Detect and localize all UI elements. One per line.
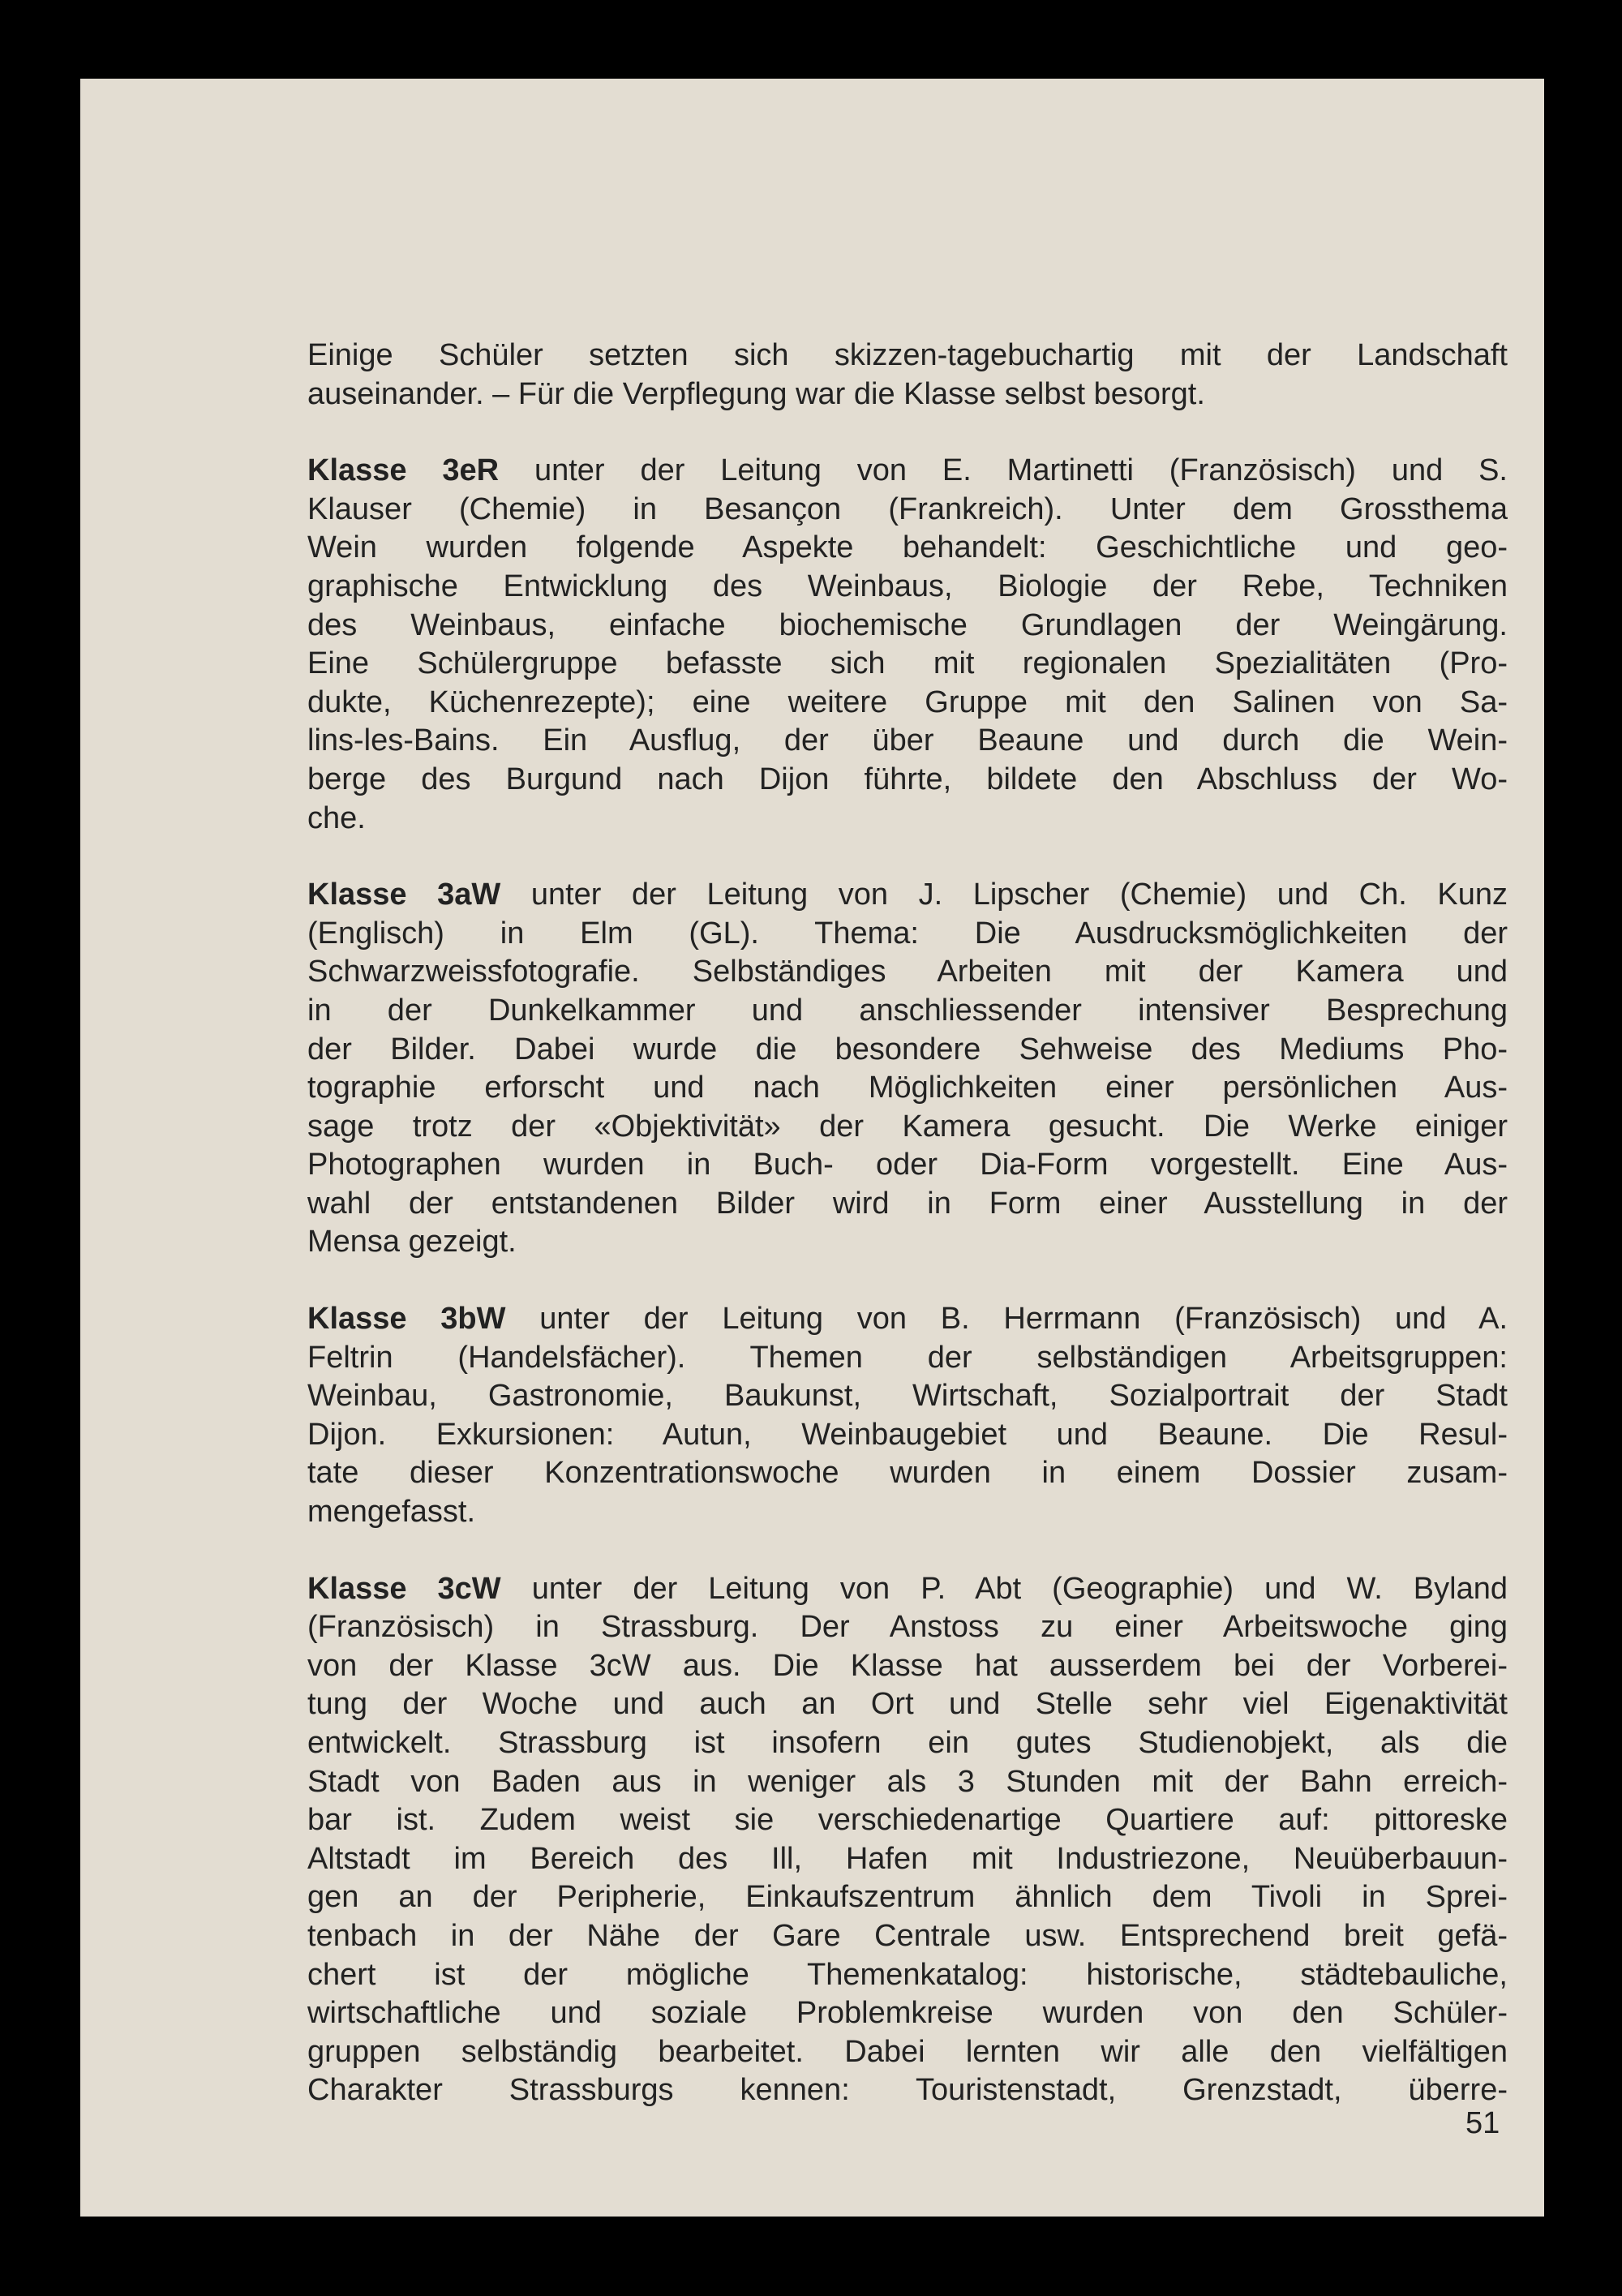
line-text: bar ist. Zudem weist sie verschiedenartige Quartiere auf: pittoreske xyxy=(307,1803,1508,1838)
line-text: der Bilder. Dabei wurde die besondere Sehweise des Mediums Pho- xyxy=(307,1032,1508,1066)
line-text: mengefasst. xyxy=(307,1495,475,1530)
line-text: Photographen wurden in Buch- oder Dia-Form vorgestellt. Eine Aus- xyxy=(307,1148,1508,1182)
paragraph-klasse-3bw xyxy=(307,1300,1508,1532)
text-line xyxy=(307,876,1508,915)
line-text: dukte, Küchenrezepte); eine weitere Gruppe mit den Salinen von Sa- xyxy=(307,685,1508,719)
line-text: tate dieser Konzentrationswoche wurden in einem Dossier zusam- xyxy=(307,1456,1508,1491)
text-line xyxy=(307,568,1508,607)
text-line xyxy=(307,1647,1508,1686)
text-line xyxy=(307,645,1508,684)
text-line xyxy=(307,1917,1508,1956)
line-text: Stadt von Baden aus in weniger als 3 Stunden mit der Bahn erreich- xyxy=(307,1764,1508,1799)
text-line xyxy=(307,953,1508,992)
text-line xyxy=(307,915,1508,954)
text-line xyxy=(307,2071,1508,2110)
text-line xyxy=(307,452,1508,491)
line-text: Dijon. Exkursionen: Autun, Weinbaugebiet und Beaune. Die Resul- xyxy=(307,1417,1508,1452)
line-text: Schwarzweissfotografie. Selbständiges Arbeiten mit der Kamera und xyxy=(307,955,1508,989)
text-line xyxy=(307,1069,1508,1108)
line-text: Feltrin (Handelsfächer). Themen der selbständigen Arbeitsgruppen: xyxy=(307,1340,1508,1375)
line-text: unter der Leitung von J. Lipscher (Chemie) und Ch. Kunz xyxy=(500,878,1508,912)
line-text: des Weinbaus, einfache biochemische Grundlagen der Weingärung. xyxy=(307,607,1508,642)
line-text: Einige Schüler setzten sich skizzen-tagebuchartig mit der Landschaft xyxy=(307,338,1508,372)
text-line xyxy=(307,1840,1508,1879)
text-line xyxy=(307,800,1508,839)
line-text: in der Dunkelkammer und anschliessender intensiver Besprechung xyxy=(307,993,1508,1028)
text-line xyxy=(307,607,1508,646)
paragraph-klasse-3aw xyxy=(307,876,1508,1262)
text-line xyxy=(307,1570,1508,1609)
text-line xyxy=(307,1185,1508,1224)
line-text: graphische Entwicklung des Weinbaus, Biologie der Rebe, Techniken xyxy=(307,569,1508,603)
line-text: von der Klasse 3cW aus. Die Klasse hat ausserdem bei der Vorberei- xyxy=(307,1648,1508,1683)
text-line xyxy=(307,1339,1508,1378)
paragraph-klasse-3cw xyxy=(307,1570,1508,2110)
text-line xyxy=(307,1223,1508,1262)
line-text: wahl der entstandenen Bilder wird in Form einer Ausstellung in der xyxy=(307,1186,1508,1221)
intro-paragraph xyxy=(307,337,1508,414)
line-text: berge des Burgund nach Dijon führte, bildete den Abschluss der Wo- xyxy=(307,762,1508,796)
line-text: unter der Leitung von E. Martinetti (Französisch) und S. xyxy=(499,453,1508,488)
line-text: tenbach in der Nähe der Gare Centrale usw. Entsprechend breit gefä- xyxy=(307,1918,1508,1953)
paragraph-klasse-3er xyxy=(307,452,1508,838)
text-line xyxy=(307,684,1508,723)
line-text: Wein wurden folgende Aspekte behandelt: Geschichtliche und geo- xyxy=(307,530,1508,565)
text-line xyxy=(307,1685,1508,1724)
text-line xyxy=(307,1031,1508,1070)
text-line xyxy=(307,722,1508,761)
text-line xyxy=(307,1146,1508,1185)
line-text: Charakter Strassburgs kennen: Touristenstadt, Grenzstadt, überre- xyxy=(307,2073,1508,2108)
class-label: Klasse 3eR xyxy=(307,453,500,488)
page-number: 51 xyxy=(1465,2106,1500,2140)
line-text: unter der Leitung von P. Abt (Geographie) und W. Byland xyxy=(500,1571,1508,1606)
text-line xyxy=(307,1416,1508,1455)
line-text: Klauser (Chemie) in Besançon (Frankreich). Unter dem Grossthema xyxy=(307,491,1508,526)
line-text: Eine Schülergruppe befasste sich mit regionalen Spezialitäten (Pro- xyxy=(307,646,1508,681)
class-label: Klasse 3aW xyxy=(307,878,501,912)
text-line xyxy=(307,376,1508,414)
line-text: entwickelt. Strassburg ist insofern ein gutes Studienobjekt, als die xyxy=(307,1726,1508,1760)
text-line xyxy=(307,337,1508,376)
text-line xyxy=(307,1956,1508,1995)
line-text: wirtschaftliche und soziale Problemkreise wurden von den Schüler- xyxy=(307,1996,1508,2031)
line-text: unter der Leitung von B. Herrmann (Französisch) und A. xyxy=(505,1302,1508,1337)
text-line xyxy=(307,1454,1508,1493)
line-text: chert ist der mögliche Themenkatalog: historische, städtebauliche, xyxy=(307,1957,1508,1992)
line-text: (Französisch) in Strassburg. Der Anstoss zu einer Arbeitswoche ging xyxy=(307,1610,1508,1645)
line-text: gen an der Peripherie, Einkaufszentrum ähnlich dem Tivoli in Sprei- xyxy=(307,1880,1508,1915)
text-line xyxy=(307,1493,1508,1532)
text-line xyxy=(307,1608,1508,1647)
text-line xyxy=(307,2033,1508,2072)
line-text: (Englisch) in Elm (GL). Thema: Die Ausdrucksmöglichkeiten der xyxy=(307,916,1508,951)
class-label: Klasse 3bW xyxy=(307,1302,506,1337)
line-text: lins-les-Bains. Ein Ausflug, der über Beaune und durch die Wein- xyxy=(307,723,1508,758)
text-line xyxy=(307,1300,1508,1339)
document-page xyxy=(80,79,1544,2217)
text-line xyxy=(307,1377,1508,1416)
line-text: Altstadt im Bereich des Ill, Hafen mit Industriezone, Neuüberbauun- xyxy=(307,1841,1508,1876)
text-line xyxy=(307,1878,1508,1917)
text-line xyxy=(307,1724,1508,1763)
text-line xyxy=(307,1801,1508,1840)
line-text: che. xyxy=(307,800,366,835)
line-text: tographie erforscht und nach Möglichkeiten einer persönlichen Aus- xyxy=(307,1071,1508,1105)
text-line xyxy=(307,992,1508,1031)
line-text: sage trotz der «Objektivität» der Kamera gesucht. Die Werke einiger xyxy=(307,1109,1508,1144)
text-line xyxy=(307,491,1508,530)
line-text: Weinbau, Gastronomie, Baukunst, Wirtschaft, Sozialportrait der Stadt xyxy=(307,1379,1508,1414)
text-line xyxy=(307,761,1508,800)
line-text: Mensa gezeigt. xyxy=(307,1225,517,1260)
text-line xyxy=(307,1994,1508,2033)
line-text: auseinander. – Für die Verpflegung war die Klasse selbst besorgt. xyxy=(307,376,1205,411)
body-text xyxy=(307,337,1508,2148)
line-text: tung der Woche und auch an Ort und Stelle sehr viel Eigenaktivität xyxy=(307,1687,1508,1722)
text-line xyxy=(307,529,1508,568)
line-text: gruppen selbständig bearbeitet. Dabei lernten wir alle den vielfältigen xyxy=(307,2034,1508,2069)
text-line xyxy=(307,1763,1508,1802)
text-line xyxy=(307,1108,1508,1147)
class-label: Klasse 3cW xyxy=(307,1571,501,1606)
